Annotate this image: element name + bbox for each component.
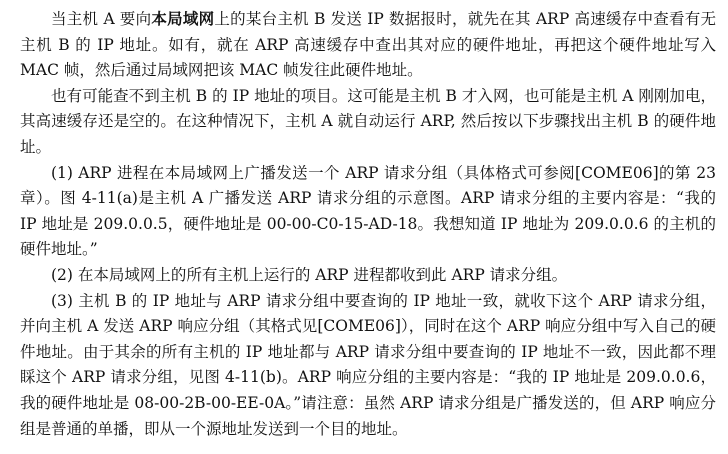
emphasis-local-network: 本局域网 [151,9,215,28]
paragraph-step-1-arp-request: (1) ARP 进程在本局域网上广播发送一个 ARP 请求分组（具体格式可参阅[COME06]的第 23 章）。图 4-11(a)是主机 A 广播发送 ARP 请求分组的示意图。ARP 请求分组的主要内容是：“我的 IP 地址是 209.0.0.5，硬件地址是 00-00-C0-15-AD-18。我想知道 IP 地址为 209.0.0.6 的主机的硬件地址。” [20,163,716,259]
paragraph-cache-miss: 也有可能查不到主机 B 的 IP 地址的项目。这可能是主机 B 才入网，也可能是主机 A 刚刚加电，其高速缓存还是空的。在这种情况下，主机 A 就自动运行 ARP, 然后按以下步骤找出主机 B 的硬件地址。 [20,86,716,156]
paragraph-1-text-start: 当主机 A 要向 [51,10,152,28]
paragraph-arp-cache-lookup [20,6,716,84]
paragraph-step-2-all-hosts-receive: (2) 在本局域网上的所有主机上运行的 ARP 进程都收到此 ARP 请求分组。 [51,265,568,284]
paragraph-1-text-end: 上的某台主机 B 发送 IP 数据报时，就先在其 ARP 高速缓存中查看有无主机 B 的 IP 地址。如有，就在 ARP 高速缓存中查出其对应的硬件地址，再把这个硬件地址写入 MAC 帧，然后通过局域网把该 MAC 帧发往此硬件地址。 [20,10,716,80]
paragraph-step-3-arp-reply: (3) 主机 B 的 IP 地址与 ARP 请求分组中要查询的 IP 地址一致，就收下这个 ARP 请求分组，并向主机 A 发送 ARP 响应分组（其格式见[COME06]），同时在这个 ARP 响应分组中写入自己的硬件地址。由于其余的所有主机的 IP 地址都与 ARP 请求分组中要查询的 IP 地址不一致，因此都不理睬这个 ARP 请求分组，见图 4-11(b)。ARP 响应分组的主要内容是：“我的 IP 地址是 209.0.0.6，我的硬件地址是 08-00-2B-00-EE-0A。”请注意：虽然 ARP 请求分组是广播发送的，但 ARP 响应分组是普通的单播，即从一个源地址发送到一个目的地址。 [20,291,716,438]
